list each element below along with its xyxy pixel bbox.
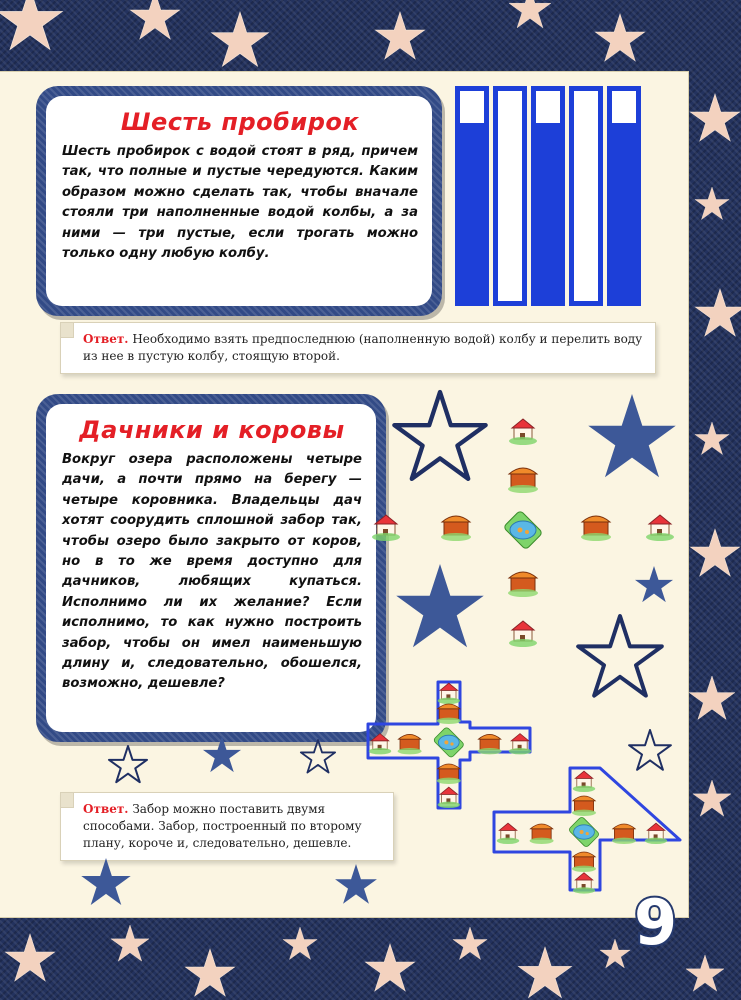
puzzle-text: Шесть пробирок с водой стоят в ряд, причем так, что полные и пустые чередуются. Каким образом можно сделать так, чтобы вначале стояли три наполненные водой колбы, а за ними — три пустые, если трогать можно только одну любую колбу.	[62, 144, 418, 262]
puzzle-title: Шесть пробирок	[120, 108, 360, 136]
house-icon	[372, 515, 400, 541]
star-icon	[81, 858, 130, 905]
barn-icon	[437, 764, 461, 784]
puzzle-title: Дачники и коровы	[79, 416, 345, 444]
house-icon	[573, 771, 595, 792]
star-icon	[203, 736, 241, 772]
fence-plan-2	[494, 768, 680, 894]
star-icon	[396, 564, 483, 647]
house-icon	[646, 515, 674, 541]
lake-icon	[503, 510, 543, 550]
star-icon	[394, 392, 485, 479]
star-icon	[588, 394, 675, 477]
barn-icon	[508, 572, 538, 597]
barn-icon	[478, 734, 502, 754]
barn-icon	[437, 704, 461, 724]
answer-text: Забор можно поставить двумя способами. Забор, построенный по второму плану, короче и, следовательно, дешевле.	[83, 802, 362, 850]
barn-icon	[572, 852, 596, 872]
barn-icon	[441, 516, 471, 541]
house-icon	[369, 734, 391, 755]
house-icon	[438, 787, 460, 808]
star-icon	[335, 864, 377, 904]
house-icon	[509, 621, 537, 647]
house-icon	[497, 823, 519, 844]
house-icon	[509, 734, 531, 755]
answer-label: Ответ.	[83, 332, 129, 346]
barn-icon	[508, 468, 538, 493]
barn-icon	[398, 734, 422, 754]
barn-icon	[572, 796, 596, 816]
lake-icon	[433, 727, 465, 759]
star-icon	[109, 746, 147, 782]
answer-label: Ответ.	[83, 802, 129, 816]
fence-plan-1	[368, 682, 531, 808]
puzzle-text: Вокруг озера расположены четыре дачи, а почти прямо на берегу — четыре коровника. Владельцы дач хотят соорудить сплошной забор так, чтобы озеро было закрыто от коров, но в то же время доступно для дачников, любящих купаться. Исполнимо ли их желание? Если исполнимо, то как нужно построить забор, чтобы он имел наименьшую длину и, следовательно, обошелся, возможно, дешевле?	[62, 452, 362, 692]
barn-icon	[530, 824, 554, 844]
house-icon	[573, 873, 595, 894]
house-icon	[509, 419, 537, 445]
star-icon	[635, 566, 673, 602]
barn-icon	[581, 516, 611, 541]
star-icon	[301, 740, 335, 773]
star-icon	[629, 730, 671, 770]
barn-icon	[612, 824, 636, 844]
lake-icon	[568, 816, 600, 848]
star-icon	[578, 616, 662, 696]
answer-text: Необходимо взять предпоследнюю (наполненную водой) колбу и перелить воду из нее в пустую колбу, стоящую второй.	[83, 332, 643, 363]
house-icon	[438, 683, 460, 704]
page-number: 9	[634, 886, 678, 959]
